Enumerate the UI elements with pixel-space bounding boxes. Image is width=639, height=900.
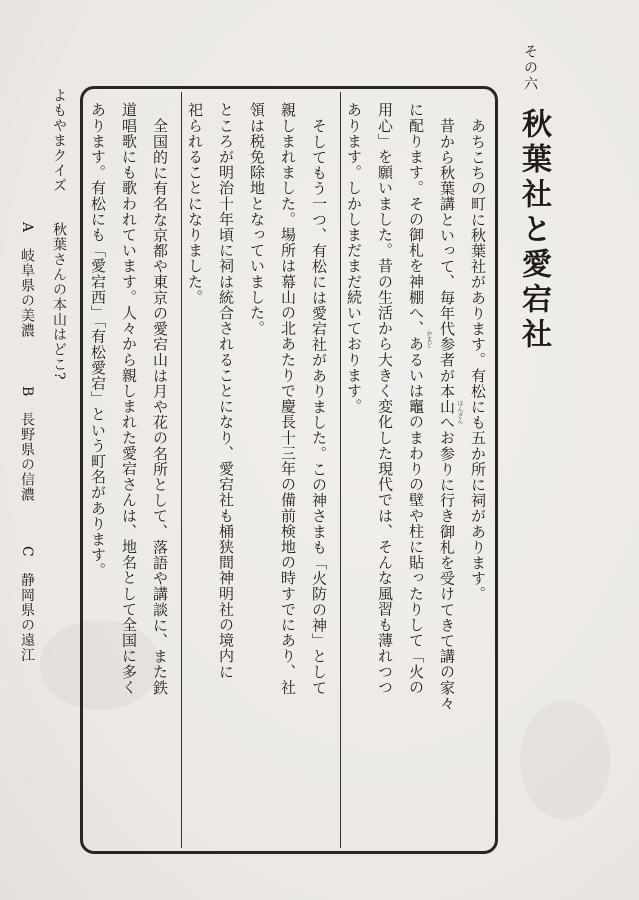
quiz-option-a: A 岐阜県の美濃 [19, 222, 35, 339]
body-line-12: 道唱歌にも歌われています。人々から親しまれた愛宕さんは、地名として全国に多く [120, 102, 138, 695]
body-line-4: 用心」を願いました。昔の生活から大きく変化した現代では、そんな風習も薄れつつ [376, 102, 394, 695]
quiz-question: 秋葉さんの本山はどこ? [51, 222, 67, 381]
column-divider [340, 92, 341, 848]
body-line-8: 領は税免除地となっていました。 [248, 102, 266, 336]
quiz-option-c: C 静岡県の遠江 [19, 546, 35, 663]
body-line-2: 昔から秋葉講といって、毎年代参者が本山へお参りに行き御札を受けてきて講の家々 [438, 118, 456, 711]
body-line-10: 祀られることになりました。 [186, 102, 204, 305]
series-label: その六 [522, 44, 538, 92]
body-line-13: あります。有松にも「愛宕西」「有松愛宕」という町名があります。 [89, 102, 107, 579]
body-line-5: あります。しかしまだまだ続いております。 [345, 102, 363, 414]
body-line-6: そしてもう一つ、有松には愛宕社がありました。この神さまも「火防の神」として [310, 118, 328, 696]
body-line-9: ところが明治十年頃に祠は統合されることになり、愛宕社も桶狭間神明社の境内に [217, 102, 235, 680]
body-line-7: 親しまれました。場所は幕山の北あたりで慶長十三年の備前検地の時すでにあり、社 [279, 102, 297, 695]
ruby-honzan: ほんざん [456, 400, 463, 424]
body-line-1: あちこちの町に秋葉社があります。有松にも五か所に祠があります。 [469, 118, 487, 602]
paper-stain [520, 700, 610, 820]
body-line-3: に配ります。その御札を神棚へ、あるいは竈のまわりの壁や柱に貼ったりして「火の [407, 102, 425, 695]
page-title: 秋葉社と愛宕社 [516, 108, 551, 353]
quiz-option-b: B 長野県の信濃 [19, 386, 35, 503]
quiz-heading: よもやまクイズ [51, 88, 67, 193]
column-divider [181, 92, 182, 848]
ruby-kamado: かまど [425, 330, 432, 348]
body-line-11: 全国的に有名な京都や東京の愛宕山は月や花の名所として、落語や講談に、また鉄 [151, 118, 169, 696]
